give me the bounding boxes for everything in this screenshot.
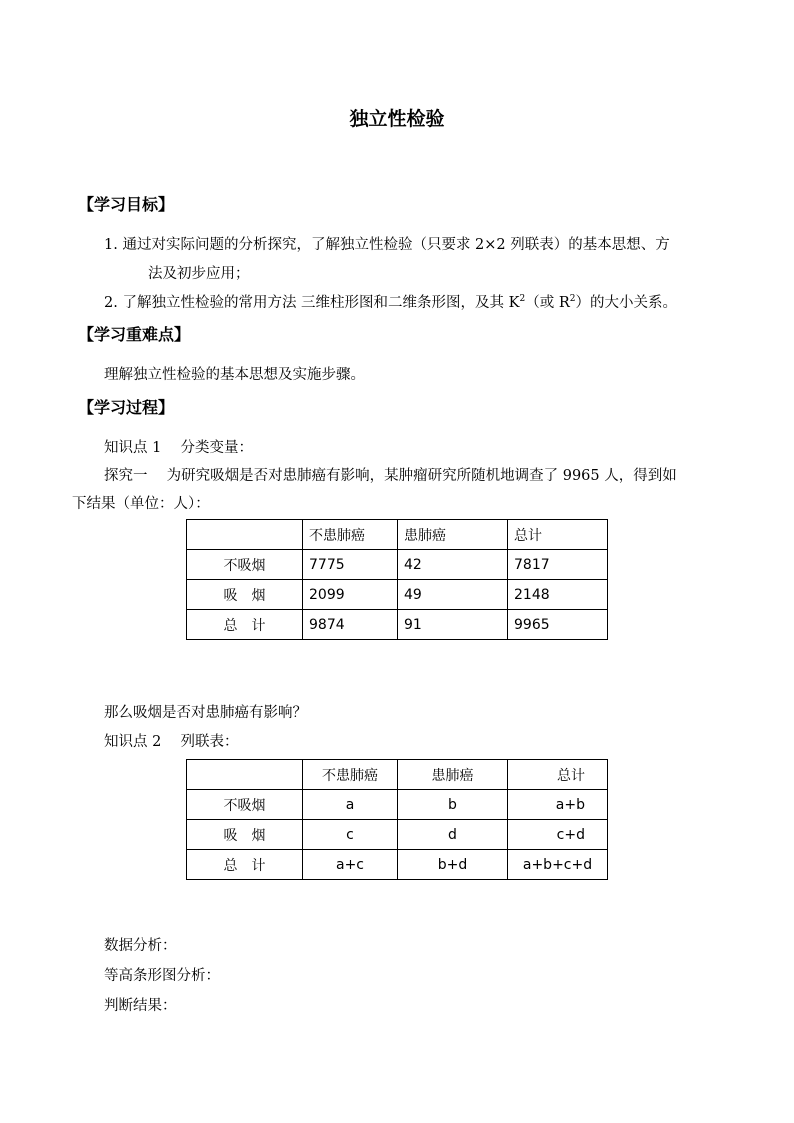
table-row: [187, 820, 608, 850]
table-cell: [187, 760, 303, 790]
table-header-cell: 患肺癌: [398, 520, 508, 550]
table-cell: [187, 520, 303, 550]
goal-2-post: ）的大小关系。: [575, 295, 677, 311]
bar-chart-analysis-label: 等高条形图分析：: [104, 968, 220, 984]
goal-2-sup-k: 2: [519, 294, 526, 305]
goal-1-line-2: 法及初步应用；: [148, 266, 250, 282]
table-header-cell: 患肺癌: [398, 760, 508, 790]
table-cell: 91: [398, 610, 508, 640]
table-row: [187, 850, 608, 880]
table-cell: 2148: [508, 580, 608, 610]
table-cell: 49: [398, 580, 508, 610]
page-title: 独立性检验: [349, 108, 445, 130]
row-label: 不吸烟: [187, 790, 303, 820]
question-text: 那么吸烟是否对患肺癌有影响？: [104, 705, 307, 721]
explore-line-2: 下结果（单位：人）：: [72, 496, 210, 512]
table-header-cell: 不患肺癌: [303, 520, 398, 550]
row-label: 吸 烟: [187, 580, 303, 610]
table-cell: d: [398, 820, 508, 850]
table-cell: c+d: [508, 820, 608, 850]
table-header-cell: 不患肺癌: [303, 760, 398, 790]
conclusion-label: 判断结果：: [104, 998, 177, 1014]
row-label: 吸 烟: [187, 820, 303, 850]
table-cell: 42: [398, 550, 508, 580]
key-points-text: 理解独立性检验的基本思想及实施步骤。: [104, 367, 365, 383]
row-label: 不吸烟: [187, 550, 303, 580]
goal-2: [104, 291, 677, 312]
table-cell: 9965: [508, 610, 608, 640]
data-analysis-label: 数据分析：: [104, 938, 177, 954]
table-cell: b+d: [398, 850, 508, 880]
goal-2-pre: 2. 了解独立性检验的常用方法 三维柱形图和二维条形图，及其 K: [104, 295, 520, 311]
goal-2-mid: （或 R: [525, 295, 570, 311]
key-points-heading: 【学习重难点】: [78, 325, 191, 344]
table-cell: b: [398, 790, 508, 820]
goal-2-sup-r: 2: [569, 294, 576, 305]
table-cell: 9874: [303, 610, 398, 640]
knowledge-point-2: 知识点 2 列联表：: [104, 734, 239, 750]
table-row: [187, 580, 608, 610]
explore-line-1: 探究一 为研究吸烟是否对患肺癌有影响，某肿瘤研究所随机地调查了 9965 人，得到如: [104, 468, 677, 484]
table-row: [187, 790, 608, 820]
goal-1-line-1: 1. 通过对实际问题的分析探究，了解独立性检验（只要求 2×2 列联表）的基本思想、方: [104, 237, 670, 253]
table-row: [187, 550, 608, 580]
table-cell: a+c: [303, 850, 398, 880]
table-cell: a+b: [508, 790, 608, 820]
table-cell: 7817: [508, 550, 608, 580]
contingency-table: [186, 759, 608, 880]
table-cell: a: [303, 790, 398, 820]
table-cell: 7775: [303, 550, 398, 580]
table-header-row: [187, 520, 608, 550]
table-header-row: [187, 760, 608, 790]
row-label: 总 计: [187, 610, 303, 640]
goals-heading: 【学习目标】: [78, 195, 175, 214]
knowledge-point-1: 知识点 1 分类变量：: [104, 440, 253, 456]
table-cell: 2099: [303, 580, 398, 610]
table-row: [187, 610, 608, 640]
smoking-data-table: [186, 519, 608, 640]
table-header-cell: 总计: [508, 520, 608, 550]
row-label: 总 计: [187, 850, 303, 880]
process-heading: 【学习过程】: [78, 398, 175, 417]
table-cell: c: [303, 820, 398, 850]
table-cell: a+b+c+d: [508, 850, 608, 880]
table-header-cell: 总计: [508, 760, 608, 790]
